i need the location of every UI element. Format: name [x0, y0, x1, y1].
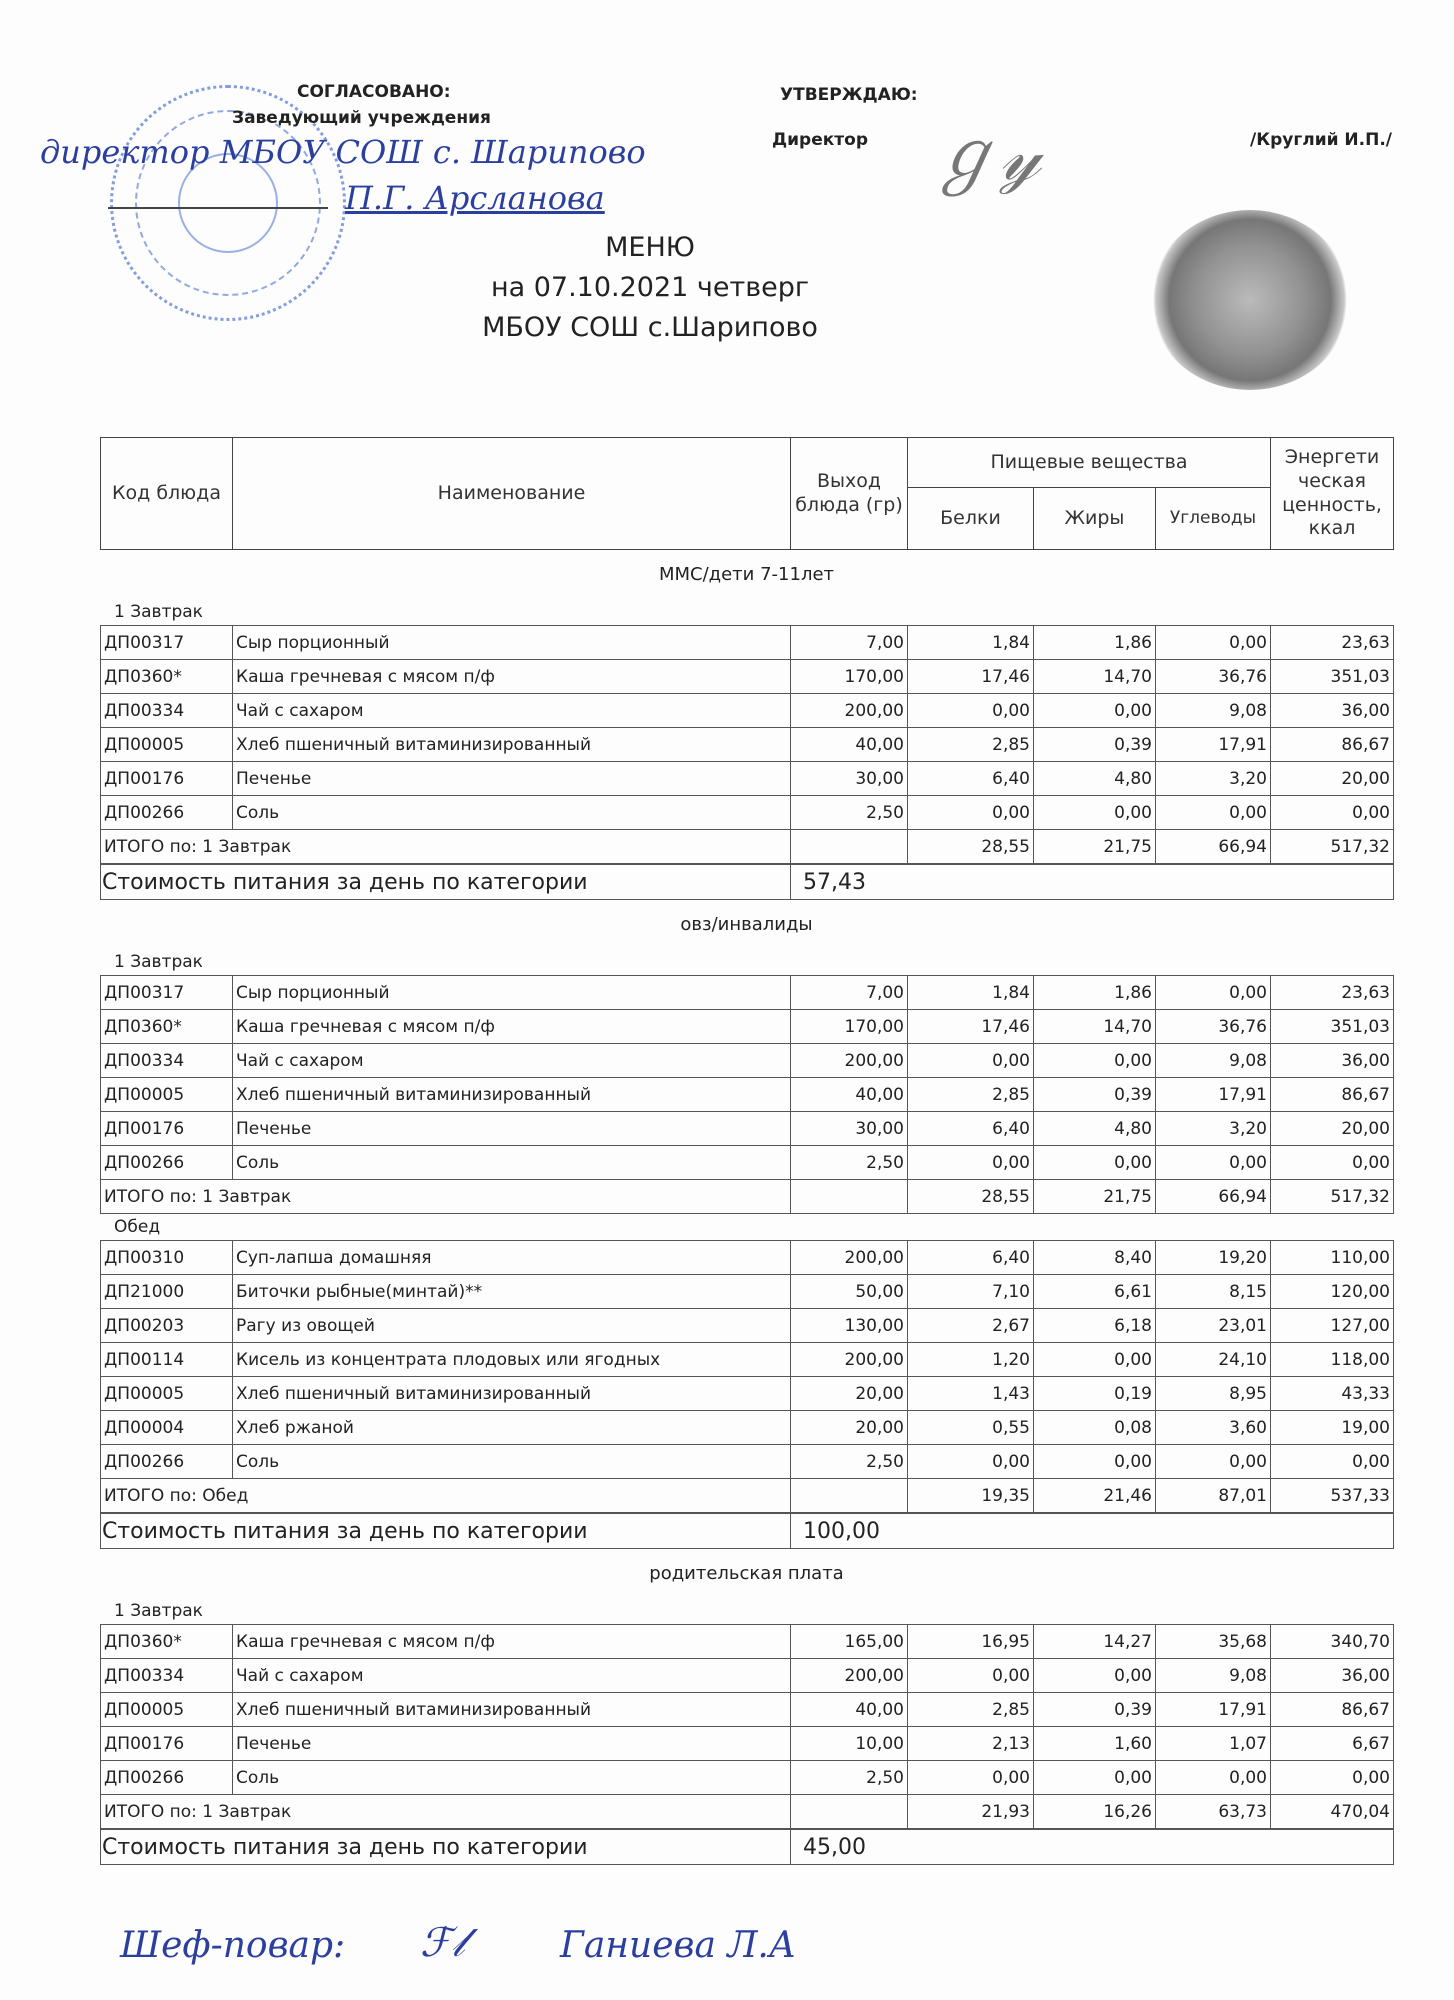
cell: ДП00266	[101, 1146, 233, 1180]
cell: 1,86	[1034, 976, 1156, 1010]
table-row	[101, 1241, 1394, 1275]
cell: 2,50	[791, 796, 908, 830]
cell: Соль	[233, 1445, 791, 1479]
cell: 20,00	[1271, 1112, 1394, 1146]
col-nutrients: Пищевые вещества	[908, 438, 1271, 488]
cell: 200,00	[791, 1659, 908, 1693]
col-code: Код блюда	[101, 438, 233, 550]
cell: ДП00266	[101, 1761, 233, 1795]
cell: 0,39	[1034, 1078, 1156, 1112]
cell: Соль	[233, 1761, 791, 1795]
cell: ДП00004	[101, 1411, 233, 1445]
col-fat: Жиры	[1034, 488, 1156, 550]
cell: 14,70	[1034, 1010, 1156, 1044]
cell: ДП00176	[101, 762, 233, 796]
cell: 10,00	[791, 1727, 908, 1761]
cost-value: 100,00	[791, 1514, 1394, 1549]
table-row	[101, 1275, 1394, 1309]
cell: 0,00	[1034, 1146, 1156, 1180]
table-row	[101, 694, 1394, 728]
table-row	[101, 1146, 1394, 1180]
total-cell: 21,46	[1034, 1479, 1156, 1513]
total-cell	[791, 830, 908, 864]
cell: ДП00266	[101, 1445, 233, 1479]
cell: 0,00	[908, 694, 1034, 728]
col-yield: Выход блюда (гр)	[791, 438, 908, 550]
table-row	[101, 1445, 1394, 1479]
cell: 2,13	[908, 1727, 1034, 1761]
total-cell: 66,94	[1156, 830, 1271, 864]
cell: 1,84	[908, 626, 1034, 660]
cell: 17,46	[908, 660, 1034, 694]
cell: 4,80	[1034, 762, 1156, 796]
cell: 2,85	[908, 1693, 1034, 1727]
cell: 170,00	[791, 1010, 908, 1044]
col-name: Наименование	[233, 438, 791, 550]
approve-role: Директор	[772, 130, 868, 150]
cell: ДП00005	[101, 1693, 233, 1727]
cell: Хлеб пшеничный витаминизированный	[233, 1078, 791, 1112]
table-row	[101, 1625, 1394, 1659]
total-cell: 19,35	[908, 1479, 1034, 1513]
table-row	[101, 1309, 1394, 1343]
cell: ДП00005	[101, 1078, 233, 1112]
cell: 0,00	[1034, 1044, 1156, 1078]
meal-table	[100, 1624, 1394, 1829]
agreed-handwritten-role: директор МБОУ СОШ с. Шарипово	[40, 133, 646, 171]
total-cell: 517,32	[1271, 830, 1394, 864]
cell: 6,40	[908, 762, 1034, 796]
table-row	[101, 976, 1394, 1010]
cell: 7,10	[908, 1275, 1034, 1309]
cell: 0,00	[908, 1044, 1034, 1078]
cell: 36,76	[1156, 660, 1271, 694]
total-cell	[791, 1180, 908, 1214]
cell: 36,00	[1271, 1659, 1394, 1693]
table-row	[101, 1727, 1394, 1761]
total-row	[101, 830, 1394, 864]
cell: 0,00	[1034, 1445, 1156, 1479]
cell: ДП00114	[101, 1343, 233, 1377]
meal-label: Обед	[114, 1217, 161, 1237]
agreed-role: Заведующий учреждения	[232, 108, 491, 128]
cell: 19,00	[1271, 1411, 1394, 1445]
meal-table	[100, 975, 1394, 1214]
cell: 23,01	[1156, 1309, 1271, 1343]
total-cell: 63,73	[1156, 1795, 1271, 1829]
cell: 0,00	[1271, 1146, 1394, 1180]
cell: Хлеб пшеничный витаминизированный	[233, 1377, 791, 1411]
approve-name: /Круглий И.П./	[1250, 130, 1393, 150]
cell: 0,00	[908, 1146, 1034, 1180]
cell: 0,00	[1034, 1343, 1156, 1377]
cell: 2,50	[791, 1445, 908, 1479]
cell: 17,91	[1156, 728, 1271, 762]
cell: 118,00	[1271, 1343, 1394, 1377]
category-label: овз/инвалиды	[680, 914, 813, 935]
cell: 1,43	[908, 1377, 1034, 1411]
cost-label: Стоимость питания за день по категории	[101, 1514, 791, 1549]
cell: 0,00	[1034, 1659, 1156, 1693]
total-cell: 16,26	[1034, 1795, 1156, 1829]
signature-line	[108, 207, 328, 209]
cell: ДП00203	[101, 1309, 233, 1343]
cell: Хлеб ржаной	[233, 1411, 791, 1445]
cell: Печенье	[233, 1727, 791, 1761]
cell: 6,40	[908, 1241, 1034, 1275]
meal-label: 1 Завтрак	[114, 602, 203, 622]
total-row	[101, 1795, 1394, 1829]
approve-label: УТВЕРЖДАЮ:	[780, 85, 918, 105]
cost-label: Стоимость питания за день по категории	[101, 865, 791, 900]
cell: 14,70	[1034, 660, 1156, 694]
cell: Соль	[233, 796, 791, 830]
cell: 23,63	[1271, 626, 1394, 660]
cell: 20,00	[791, 1377, 908, 1411]
category-label: родительская плата	[649, 1563, 844, 1584]
agreed-label: СОГЛАСОВАНО:	[297, 82, 451, 102]
cell: 2,50	[791, 1761, 908, 1795]
cell: 170,00	[791, 660, 908, 694]
cell: 6,61	[1034, 1275, 1156, 1309]
cell: 0,00	[1156, 1445, 1271, 1479]
cell: 130,00	[791, 1309, 908, 1343]
meal-table	[100, 1240, 1394, 1513]
cell: 40,00	[791, 1078, 908, 1112]
cell: 30,00	[791, 1112, 908, 1146]
table-row	[101, 796, 1394, 830]
cell: 40,00	[791, 728, 908, 762]
cell: 0,00	[1156, 1146, 1271, 1180]
table-row	[101, 1761, 1394, 1795]
total-cell	[791, 1479, 908, 1513]
table-row	[101, 1411, 1394, 1445]
table-row	[101, 762, 1394, 796]
cell: 3,20	[1156, 1112, 1271, 1146]
cell: Сыр порционный	[233, 626, 791, 660]
cell: 0,00	[908, 1445, 1034, 1479]
cell: 1,20	[908, 1343, 1034, 1377]
cell: ДП00334	[101, 1044, 233, 1078]
cell: ДП0360*	[101, 660, 233, 694]
cell: 0,00	[1156, 626, 1271, 660]
total-cell: 28,55	[908, 830, 1034, 864]
cell: 351,03	[1271, 1010, 1394, 1044]
cell: 86,67	[1271, 1078, 1394, 1112]
cell: 16,95	[908, 1625, 1034, 1659]
cell: 7,00	[791, 626, 908, 660]
cell: Чай с сахаром	[233, 1044, 791, 1078]
col-energy: Энергети ческая ценность, ккал	[1271, 438, 1394, 550]
cell: 8,40	[1034, 1241, 1156, 1275]
cost-value: 45,00	[791, 1830, 1394, 1865]
meal-label: 1 Завтрак	[114, 952, 203, 972]
cell: 9,08	[1156, 694, 1271, 728]
cell: Кисель из концентрата плодовых или ягодных	[233, 1343, 791, 1377]
cell: 2,67	[908, 1309, 1034, 1343]
cell: Рагу из овощей	[233, 1309, 791, 1343]
cell: 36,00	[1271, 694, 1394, 728]
document-title: МЕНЮ	[605, 232, 695, 263]
cell: 35,68	[1156, 1625, 1271, 1659]
cell: 1,84	[908, 976, 1034, 1010]
total-cell: 21,75	[1034, 830, 1156, 864]
cost-row	[100, 864, 1394, 900]
cost-value: 57,43	[791, 865, 1394, 900]
cell: 14,27	[1034, 1625, 1156, 1659]
cell: Биточки рыбные(минтай)**	[233, 1275, 791, 1309]
cell: 40,00	[791, 1693, 908, 1727]
cell: ДП00310	[101, 1241, 233, 1275]
cell: ДП00176	[101, 1727, 233, 1761]
total-cell: 537,33	[1271, 1479, 1394, 1513]
cell: 6,18	[1034, 1309, 1156, 1343]
cell: ДП00334	[101, 1659, 233, 1693]
cell: 17,91	[1156, 1078, 1271, 1112]
cell: 20,00	[791, 1411, 908, 1445]
cell: ДП00334	[101, 694, 233, 728]
cell: 6,67	[1271, 1727, 1394, 1761]
chef-signature: ℱ𝓁	[420, 1920, 465, 1966]
cell: 1,60	[1034, 1727, 1156, 1761]
table-row	[101, 1659, 1394, 1693]
total-cell: 21,75	[1034, 1180, 1156, 1214]
cell: ДП00317	[101, 976, 233, 1010]
cell: 0,00	[1034, 796, 1156, 830]
table-row	[101, 1112, 1394, 1146]
cell: Соль	[233, 1146, 791, 1180]
menu-date: на 07.10.2021 четверг	[490, 272, 810, 303]
col-protein: Белки	[908, 488, 1034, 550]
cell: ДП00176	[101, 1112, 233, 1146]
total-row	[101, 1479, 1394, 1513]
total-cell: 87,01	[1156, 1479, 1271, 1513]
table-row	[101, 728, 1394, 762]
cell: ДП0360*	[101, 1625, 233, 1659]
cell: Хлеб пшеничный витаминизированный	[233, 1693, 791, 1727]
cell: 340,70	[1271, 1625, 1394, 1659]
cell: 0,00	[1156, 976, 1271, 1010]
cell: 8,95	[1156, 1377, 1271, 1411]
cell: 20,00	[1271, 762, 1394, 796]
total-cell: 517,32	[1271, 1180, 1394, 1214]
cost-label: Стоимость питания за день по категории	[101, 1830, 791, 1865]
cell: 86,67	[1271, 728, 1394, 762]
cell: Каша гречневая с мясом п/ф	[233, 1010, 791, 1044]
cell: 0,00	[908, 1761, 1034, 1795]
cell: 0,00	[908, 796, 1034, 830]
cell: 0,00	[1156, 1761, 1271, 1795]
director-signature: ℊ𝓎	[930, 114, 1041, 196]
cell: 43,33	[1271, 1377, 1394, 1411]
cell: 17,91	[1156, 1693, 1271, 1727]
meal-label: 1 Завтрак	[114, 1601, 203, 1621]
cell: 200,00	[791, 1241, 908, 1275]
table-row	[101, 1010, 1394, 1044]
cell: 110,00	[1271, 1241, 1394, 1275]
cell: 0,00	[1034, 694, 1156, 728]
cost-row	[100, 1513, 1394, 1549]
cell: 19,20	[1156, 1241, 1271, 1275]
total-cell: 470,04	[1271, 1795, 1394, 1829]
menu-sections	[100, 550, 1393, 1865]
cell: 0,00	[1271, 1445, 1394, 1479]
total-label: ИТОГО по: 1 Завтрак	[101, 1795, 791, 1829]
cell: 127,00	[1271, 1309, 1394, 1343]
cell: 0,39	[1034, 728, 1156, 762]
cell: ДП0360*	[101, 1010, 233, 1044]
cell: 1,07	[1156, 1727, 1271, 1761]
cell: Печенье	[233, 762, 791, 796]
total-cell: 28,55	[908, 1180, 1034, 1214]
cell: 0,00	[908, 1659, 1034, 1693]
cell: 351,03	[1271, 660, 1394, 694]
cell: 9,08	[1156, 1044, 1271, 1078]
cell: ДП00317	[101, 626, 233, 660]
cell: 8,15	[1156, 1275, 1271, 1309]
school-name: МБОУ СОШ с.Шарипово	[482, 312, 818, 343]
cell: Чай с сахаром	[233, 694, 791, 728]
cell: 24,10	[1156, 1343, 1271, 1377]
cell: 17,46	[908, 1010, 1034, 1044]
cell: 23,63	[1271, 976, 1394, 1010]
agreed-handwritten-name: П.Г. Арсланова	[345, 179, 605, 217]
cell: 6,40	[908, 1112, 1034, 1146]
total-cell: 21,93	[908, 1795, 1034, 1829]
cell: 86,67	[1271, 1693, 1394, 1727]
table-row	[101, 1044, 1394, 1078]
table-row	[101, 660, 1394, 694]
total-label: ИТОГО по: 1 Завтрак	[101, 1180, 791, 1214]
cell: 3,20	[1156, 762, 1271, 796]
cell: 30,00	[791, 762, 908, 796]
cell: 0,00	[1271, 796, 1394, 830]
cell: Сыр порционный	[233, 976, 791, 1010]
cell: 0,08	[1034, 1411, 1156, 1445]
chef-label: Шеф-повар:	[120, 1925, 346, 1966]
table-row	[101, 1078, 1394, 1112]
cell: 0,55	[908, 1411, 1034, 1445]
table-row	[101, 1377, 1394, 1411]
total-label: ИТОГО по: 1 Завтрак	[101, 830, 791, 864]
chef-name: Ганиева Л.А	[560, 1925, 797, 1966]
cell: 200,00	[791, 1044, 908, 1078]
total-cell: 66,94	[1156, 1180, 1271, 1214]
cell: 1,86	[1034, 626, 1156, 660]
cell: 0,00	[1034, 1761, 1156, 1795]
table-row	[101, 1343, 1394, 1377]
cell: Каша гречневая с мясом п/ф	[233, 660, 791, 694]
cell: 2,85	[908, 1078, 1034, 1112]
cell: 0,39	[1034, 1693, 1156, 1727]
total-row	[101, 1180, 1394, 1214]
cell: 36,00	[1271, 1044, 1394, 1078]
table-row	[101, 1693, 1394, 1727]
cost-row	[100, 1829, 1394, 1865]
cell: Каша гречневая с мясом п/ф	[233, 1625, 791, 1659]
cell: Печенье	[233, 1112, 791, 1146]
cell: 50,00	[791, 1275, 908, 1309]
cell: 0,00	[1271, 1761, 1394, 1795]
total-label: ИТОГО по: Обед	[101, 1479, 791, 1513]
cell: 9,08	[1156, 1659, 1271, 1693]
meal-table	[100, 625, 1394, 864]
cell: 36,76	[1156, 1010, 1271, 1044]
category-label: ММС/дети 7-11лет	[658, 564, 835, 585]
table-row	[101, 626, 1394, 660]
cell: 0,19	[1034, 1377, 1156, 1411]
cell: ДП21000	[101, 1275, 233, 1309]
col-carbs: Углеводы	[1156, 488, 1271, 550]
cell: Хлеб пшеничный витаминизированный	[233, 728, 791, 762]
cell: 7,00	[791, 976, 908, 1010]
cell: ДП00266	[101, 796, 233, 830]
cell: 2,85	[908, 728, 1034, 762]
cell: 200,00	[791, 1343, 908, 1377]
cell: 120,00	[1271, 1275, 1394, 1309]
cell: 2,50	[791, 1146, 908, 1180]
cell: 3,60	[1156, 1411, 1271, 1445]
cell: 165,00	[791, 1625, 908, 1659]
total-cell	[791, 1795, 908, 1829]
table-header	[100, 437, 1394, 550]
cell: 200,00	[791, 694, 908, 728]
cell: ДП00005	[101, 1377, 233, 1411]
cell: 4,80	[1034, 1112, 1156, 1146]
cell: Чай с сахаром	[233, 1659, 791, 1693]
cell: 0,00	[1156, 796, 1271, 830]
gray-seal-stamp	[1150, 210, 1350, 390]
menu-table	[100, 437, 1393, 1865]
cell: Суп-лапша домашняя	[233, 1241, 791, 1275]
cell: ДП00005	[101, 728, 233, 762]
